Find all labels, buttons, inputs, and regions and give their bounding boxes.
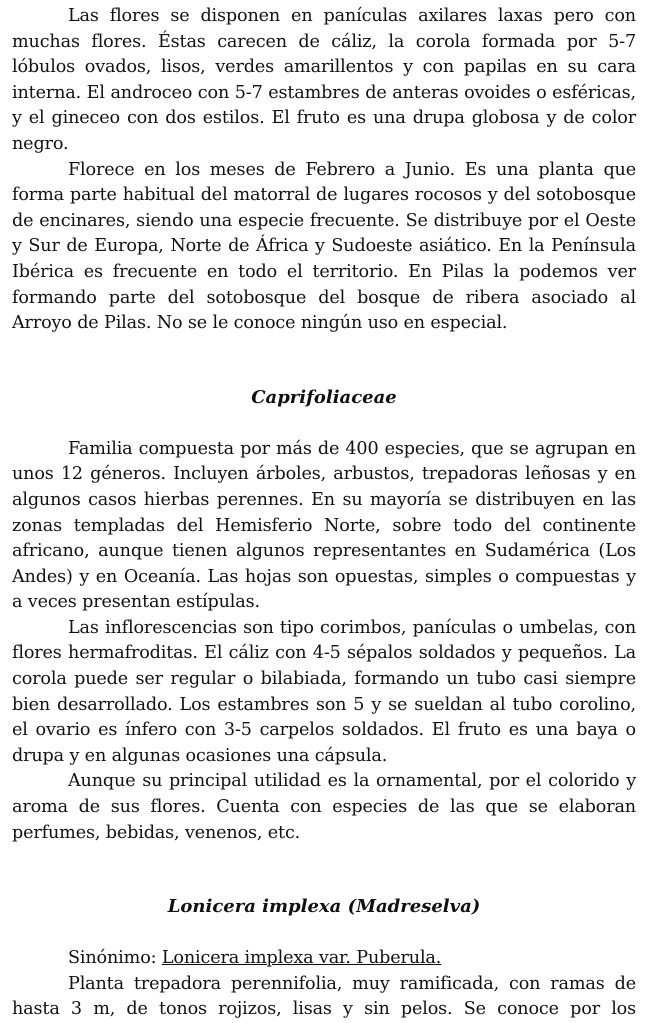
spacer (12, 920, 636, 946)
paragraph-inflorescence: Las inflorescencias son tipo corimbos, panículas o umbelas, con flores hermafroditas. El cáliz con 4-5 sépalos soldados y pequeños. La corola puede ser regular o bilabiada, formando un tubo casi siempre bien desarrollado. Los estambres son 5 y se sueldan al tubo corolino, el ovario es ínfero con 3-5 carpelos soldados. El fruto es una baya o drupa y en algunas ocasiones una cápsula. (12, 617, 636, 766)
section-heading-lonicera: Lonicera implexa (Madreselva) (167, 896, 481, 918)
synonym-label: Sinónimo: (68, 948, 162, 969)
spacer (12, 337, 636, 385)
section-heading-caprifoliaceae: Caprifoliaceae (251, 386, 397, 408)
synonym-line (12, 946, 636, 972)
spacer (12, 846, 636, 894)
paragraph-flowering: Florece en los meses de Febrero a Junio. Es una planta que forma parte habitual del matorral de lugares rocosos y del sotobosque de encinares, siendo una especie frecuente. Se distribuye por el Oeste y Sur de Europa, Norte de África y Sudoeste asiático. En la Península Ibérica es frecuente en todo el territorio. En Pilas la podemos ver formando parte del sotobosque del bosque de ribera asociado al Arroyo de Pilas. No se le conoce ningún uso en especial. (12, 159, 636, 334)
paragraph-family: Familia compuesta por más de 400 especies, que se agrupan en unos 12 géneros. Incluyen árboles, arbustos, trepadoras leñosas y en algunos casos hierbas perennes. En su mayoría se distribuyen en las zonas templadas del Hemisferio Norte, sobre todo del continente africano, aunque tienen algunos representantes en Sudamérica (Los Andes) y en Oceanía. Las hojas son opuestas, simples o compuestas y a veces presentan estípulas. (12, 438, 636, 613)
paragraph-uses: Aunque su principal utilidad es la ornamental, por el colorido y aroma de sus flores. Cuenta con especies de las que se elaboran perfumes, bebidas, venenos, etc. (12, 771, 636, 843)
spacer (12, 411, 636, 437)
paragraph-description: Planta trepadora perennifolia, muy ramificada, con ramas de hasta 3 m, de tonos rojizos, lisas y sin pelos. Se conoce por los (12, 973, 636, 1020)
synonym-value: Lonicera implexa var. Puberula. (161, 948, 442, 969)
paragraph-flowers: Las flores se disponen en panículas axilares laxas pero con muchas flores. Éstas carecen de cáliz, la corola formada por 5-7 lóbulos ovados, lisos, verdes amarillentos y con papilas en su cara interna. El androceo con 5-7 estambres de anteras ovoides o esféricas, y el gineceo con dos estilos. El fruto es una drupa globosa y de color negro. (12, 6, 636, 154)
